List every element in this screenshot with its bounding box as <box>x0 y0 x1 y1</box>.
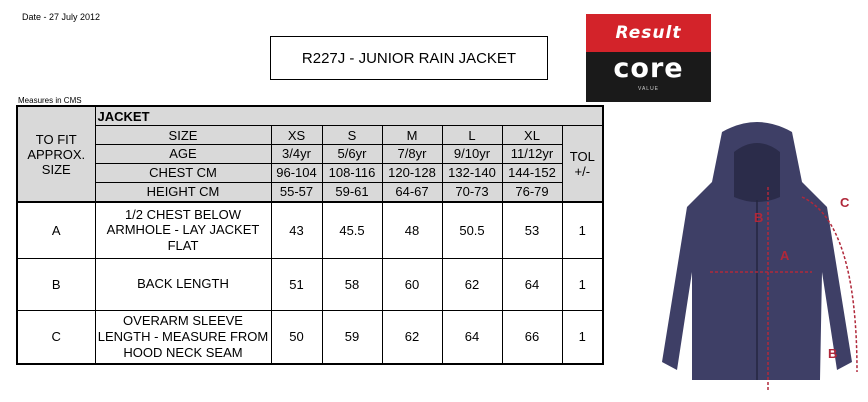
header-cell: 120-128 <box>382 163 442 182</box>
measure-value: 64 <box>502 258 562 310</box>
header-label: AGE <box>95 145 271 164</box>
label-b-bottom: B <box>828 346 838 361</box>
measure-row-b <box>17 258 603 310</box>
measure-value: 59 <box>322 310 382 364</box>
header-cell: 55-57 <box>271 182 322 202</box>
measure-value: 58 <box>322 258 382 310</box>
header-cell: 76-79 <box>502 182 562 202</box>
size-chart-table <box>16 105 604 365</box>
header-cell: 7/8yr <box>382 145 442 164</box>
header-cell: 9/10yr <box>442 145 502 164</box>
header-label: CHEST CM <box>95 163 271 182</box>
tol-label-cell <box>562 126 603 202</box>
measure-code: A <box>17 202 95 258</box>
measure-value: 50.5 <box>442 202 502 258</box>
jacket-diagram <box>652 112 864 400</box>
date-label: Date - 27 July 2012 <box>22 12 101 22</box>
size-row <box>17 126 603 145</box>
measure-value: 66 <box>502 310 562 364</box>
tol-label: TOL +/- <box>569 148 595 179</box>
header-cell: 96-104 <box>271 163 322 182</box>
section-title: JACKET <box>95 106 603 126</box>
measure-value: 51 <box>271 258 322 310</box>
logo-value-text: VALUE <box>637 86 660 92</box>
title-box <box>270 36 548 80</box>
header-cell: 11/12yr <box>502 145 562 164</box>
header-cell: XS <box>271 126 322 145</box>
page-title: R227J - JUNIOR RAIN JACKET <box>301 49 517 67</box>
logo-bottom <box>586 52 711 102</box>
header-cell: 59-61 <box>322 182 382 202</box>
logo-core-text: core <box>613 53 684 84</box>
header-label: HEIGHT CM <box>95 182 271 202</box>
header-cell: 70-73 <box>442 182 502 202</box>
measure-desc: 1/2 CHEST BELOW ARMHOLE - LAY JACKET FLAT <box>95 202 271 258</box>
header-cell: 144-152 <box>502 163 562 182</box>
header-cell: 132-140 <box>442 163 502 182</box>
header-cell: 64-67 <box>382 182 442 202</box>
measure-row-c <box>17 310 603 364</box>
measure-code: B <box>17 258 95 310</box>
fit-label-cell <box>17 106 95 202</box>
label-b-top: B <box>754 210 764 225</box>
header-cell: XL <box>502 126 562 145</box>
header-cell: 3/4yr <box>271 145 322 164</box>
measure-tol: 1 <box>562 258 603 310</box>
measure-value: 48 <box>382 202 442 258</box>
label-a: A <box>780 248 790 263</box>
measure-value: 53 <box>502 202 562 258</box>
header-cell: L <box>442 126 502 145</box>
measure-value: 60 <box>382 258 442 310</box>
measure-value: 43 <box>271 202 322 258</box>
measure-desc: OVERARM SLEEVE LENGTH - MEASURE FROM HOOD NECK SEAM <box>95 310 271 364</box>
height-row <box>17 182 603 202</box>
measure-value: 64 <box>442 310 502 364</box>
hood-opening <box>734 143 780 202</box>
header-label: SIZE <box>95 126 271 145</box>
measures-note: Measures in CMS <box>18 96 82 105</box>
fit-label: TO FIT APPROX. SIZE <box>27 131 86 177</box>
measure-tol: 1 <box>562 202 603 258</box>
header-cell: 108-116 <box>322 163 382 182</box>
measure-value: 45.5 <box>322 202 382 258</box>
measure-value: 50 <box>271 310 322 364</box>
header-cell: 5/6yr <box>322 145 382 164</box>
measure-row-a <box>17 202 603 258</box>
header-cell: M <box>382 126 442 145</box>
label-c: C <box>840 195 850 210</box>
header-cell: S <box>322 126 382 145</box>
measure-desc: BACK LENGTH <box>95 258 271 310</box>
measure-code: C <box>17 310 95 364</box>
result-core-logo <box>586 14 711 102</box>
measure-tol: 1 <box>562 310 603 364</box>
logo-top: Result <box>586 14 711 52</box>
measure-value: 62 <box>382 310 442 364</box>
section-row <box>17 106 603 126</box>
measure-value: 62 <box>442 258 502 310</box>
chest-row <box>17 163 603 182</box>
age-row <box>17 145 603 164</box>
